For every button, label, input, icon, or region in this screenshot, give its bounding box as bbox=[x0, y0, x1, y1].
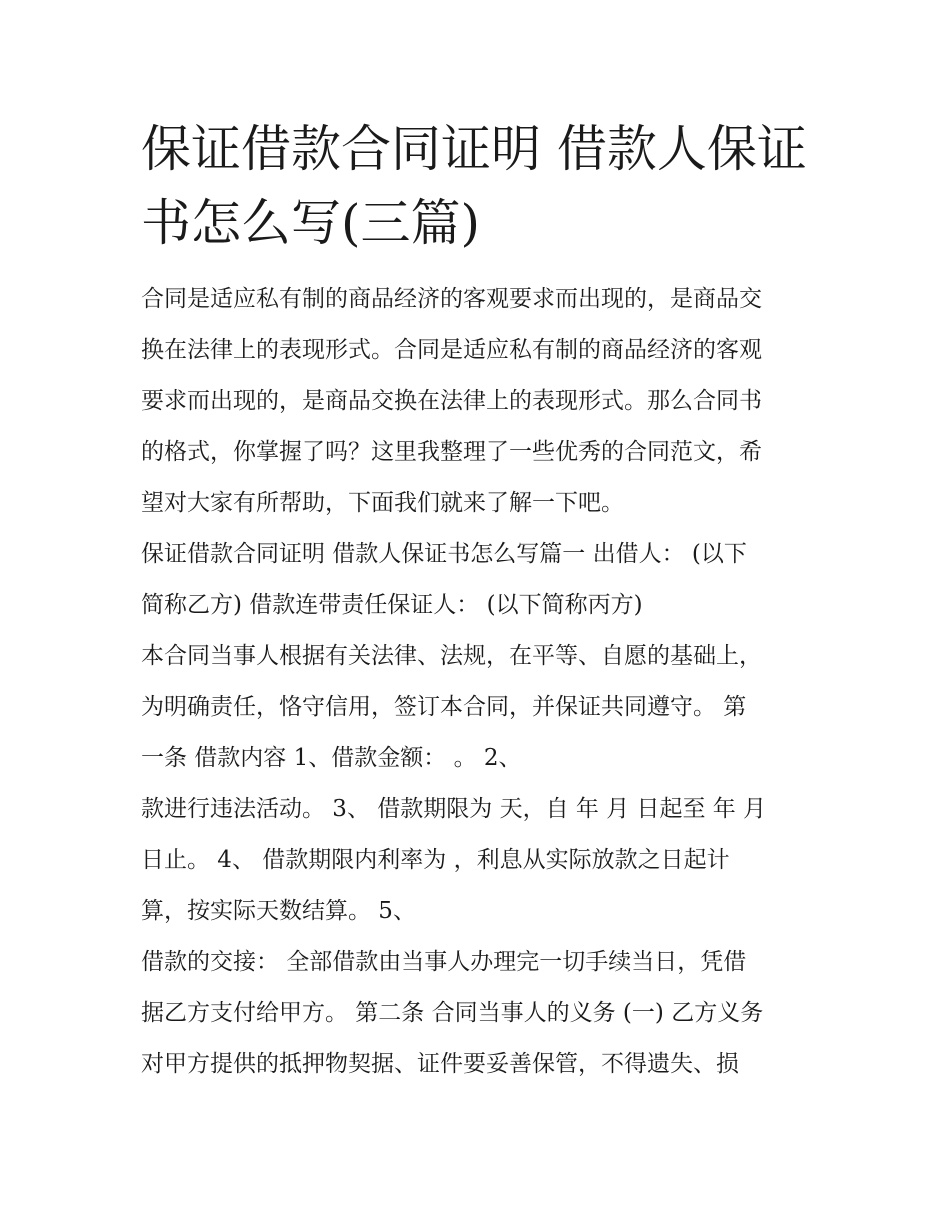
body-line: 算，按实际天数结算。 5、 bbox=[141, 898, 416, 924]
body-line: 款进行违法活动。 3、 借款期限为 天，自 年 月 日起至 年 月 bbox=[141, 796, 767, 822]
body-line: 对甲方提供的抵押物契据、证件要妥善保管，不得遗失、损 bbox=[141, 1051, 739, 1077]
body-line: 借款的交接： 全部借款由当事人办理完一切手续当日，凭借 bbox=[141, 949, 747, 975]
body-line: 合同是适应私有制的商品经济的客观要求而出现的，是商品交 bbox=[141, 286, 762, 312]
body-line: 望对大家有所帮助，下面我们就来了解一下吧。 bbox=[141, 490, 624, 516]
body-line: 的格式，你掌握了吗？这里我整理了一些优秀的合同范文，希 bbox=[141, 439, 762, 465]
body-line: 本合同当事人根据有关法律、法规，在平等、自愿的基础上， bbox=[141, 643, 762, 669]
body-line: 简称乙方) 借款连带责任保证人： (以下简称丙方) bbox=[141, 592, 643, 618]
body-line: 保证借款合同证明 借款人保证书怎么写篇一 出借人： (以下 bbox=[141, 541, 747, 567]
body-line: 为明确责任，恪守信用，签订本合同，并保证共同遵守。 第 bbox=[141, 694, 747, 720]
title-line-1: 保证借款合同证明 借款人保证 bbox=[141, 120, 807, 178]
body-line: 一条 借款内容 1、借款金额： 。 2、 bbox=[141, 745, 522, 771]
title-line-2: 书怎么写(三篇) bbox=[141, 194, 481, 252]
body-line: 要求而出现的，是商品交换在法律上的表现形式。那么合同书 bbox=[141, 388, 762, 414]
body-line: 据乙方支付给甲方。 第二条 合同当事人的义务 (一) 乙方义务 bbox=[141, 1000, 764, 1026]
body-line: 日止。 4、 借款期限内利率为 ，利息从实际放款之日起计 bbox=[141, 847, 730, 873]
document-title bbox=[141, 112, 821, 260]
body-line: 换在法律上的表现形式。合同是适应私有制的商品经济的客观 bbox=[141, 337, 762, 363]
